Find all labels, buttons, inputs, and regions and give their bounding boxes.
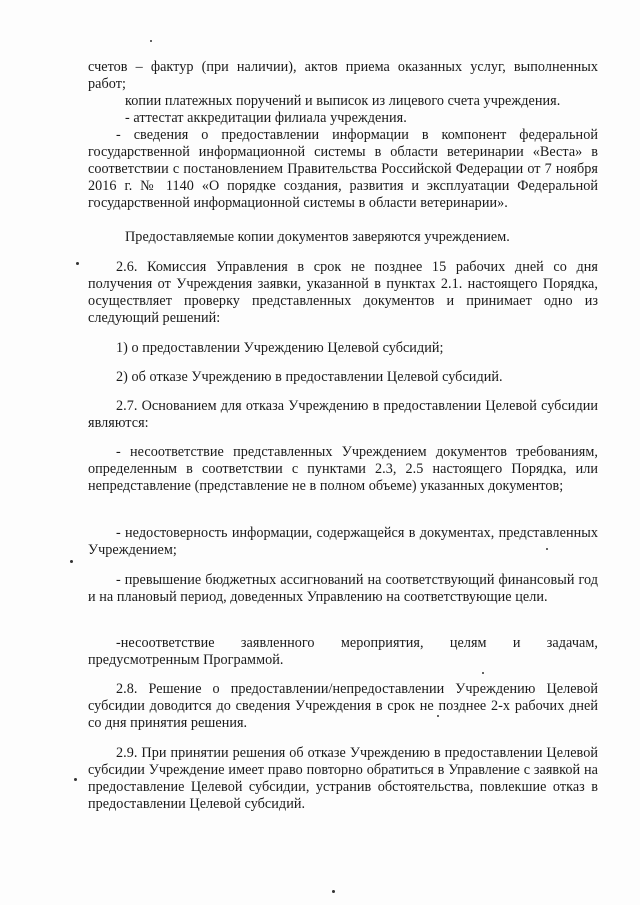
- section-2-8: [88, 681, 598, 732]
- paragraph-text: - недостоверность информации, содержащейся в документах, представленных Учреждением;: [88, 525, 598, 558]
- paragraph-text: 2) об отказе Учреждению в предоставлении Целевой субсидий.: [116, 369, 503, 385]
- section-2-6: [88, 259, 598, 327]
- paragraph-text: -несоответствие заявленного мероприятия, целям и задачам, предусмотренным Программой.: [88, 635, 598, 668]
- paragraph-text: - несоответствие представленных Учреждением документов требованиям, определенным в соответствии с пунктами 2.3, 2.5 настоящего Порядка, или непредставление (представление не в полном объеме) указанных документов;: [88, 444, 598, 494]
- section-2-7: [88, 398, 598, 432]
- refusal-reason-inaccuracy: [88, 525, 598, 559]
- paragraph-text: - сведения о предоставлении информации в компонент федеральной государственной информационной системы в области ветеринарии «Веста» в соответствии с постановлением Правительства Российской Федерации от 7 ноября 2016 г. № 1140 «О порядке создания, развития и эксплуатации Федеральной государственной информационной системы в области ветеринарии».: [88, 127, 598, 211]
- refusal-reason-budget-excess: [88, 572, 598, 606]
- scan-speck: [74, 778, 77, 781]
- paragraph-text: 2.6. Комиссия Управления в срок не позднее 15 рабочих дней со дня получения от Учреждения заявки, указанной в пунктах 2.1. настоящего Порядка, осуществляет проверку представленных документов и принимает одно из следующий решений:: [88, 259, 598, 326]
- scan-speck: [70, 560, 73, 563]
- list-item-decision-grant: [88, 340, 598, 357]
- paragraph-text: - превышение бюджетных ассигнований на соответствующий финансовый год и на плановый период, доведенных Управлению на соответствующие цели.: [88, 572, 598, 605]
- paragraph-text: Предоставляемые копии документов заверяются учреждением.: [125, 229, 510, 245]
- paragraph-text: копии платежных поручений и выписок из лицевого счета учреждения.: [125, 93, 561, 109]
- scan-speck: [76, 262, 79, 265]
- paragraph-text: 1) о предоставлении Учреждению Целевой субсидий;: [116, 340, 444, 356]
- paragraph-payment-copies: [88, 93, 598, 110]
- paragraph-text: 2.8. Решение о предоставлении/непредоставлении Учреждению Целевой субсидии доводится до сведения Учреждения в срок не позднее 2-х рабочих дней со дня принятия решения.: [88, 681, 598, 731]
- paragraph-accreditation: [88, 110, 598, 127]
- scan-speck: [150, 40, 152, 42]
- paragraph-text: 2.7. Основанием для отказа Учреждению в предоставлении Целевой субсидии являются:: [88, 398, 598, 431]
- paragraph-text: счетов – фактур (при наличии), актов приема оказанных услуг, выполненных работ;: [88, 59, 598, 92]
- paragraph-certified-copies: [88, 229, 598, 246]
- paragraph-text: - аттестат аккредитации филиала учреждения.: [125, 110, 407, 126]
- scan-speck: [482, 672, 484, 674]
- paragraph-vesta-info: [88, 127, 598, 212]
- scan-speck: [332, 890, 335, 893]
- refusal-reason-noncompliance: [88, 444, 598, 495]
- refusal-reason-program-mismatch: [88, 635, 598, 669]
- list-item-decision-refusal: [88, 369, 598, 386]
- paragraph-invoices: [88, 59, 598, 93]
- paragraph-text: 2.9. При принятии решения об отказе Учреждению в предоставлении Целевой субсидии Учреждение имеет право повторно обратиться в Управление с заявкой на предоставление Целевой субсидии, устранив обстоятельства, повлекшие отказ в предоставлении Целевой субсидий.: [88, 745, 598, 812]
- section-2-9: [88, 745, 598, 813]
